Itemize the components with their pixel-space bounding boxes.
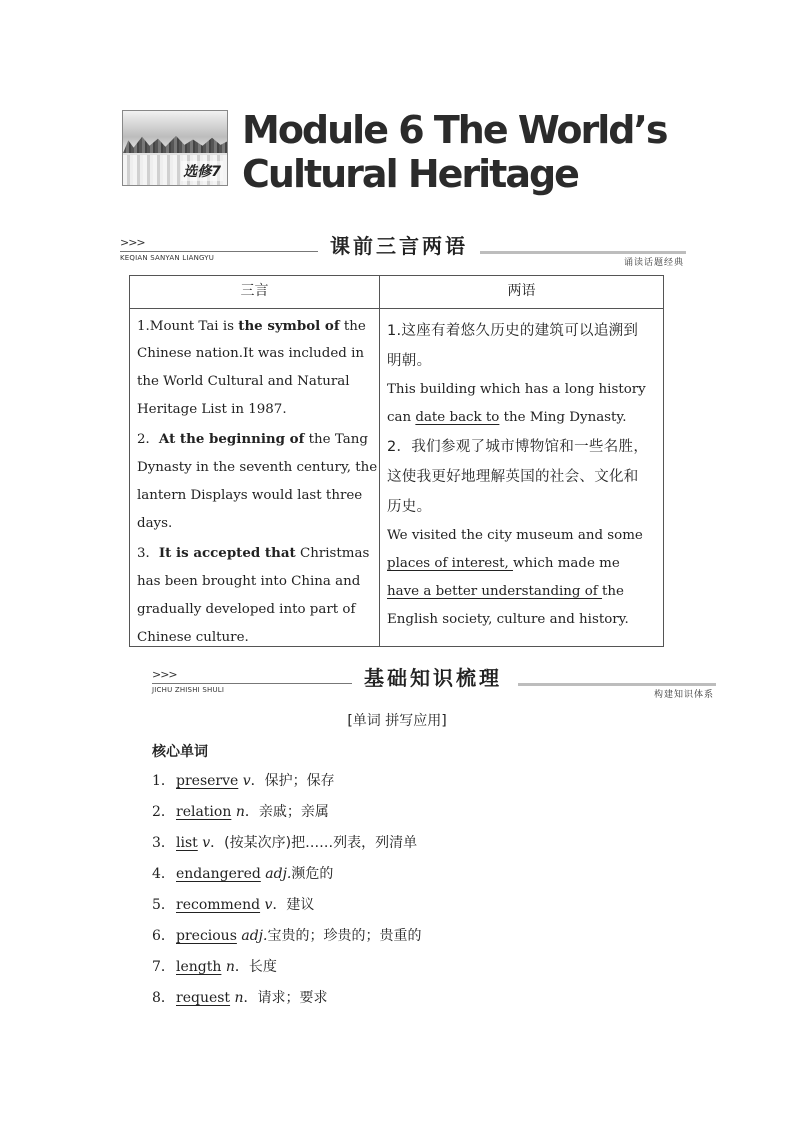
list-item: 5．recommend v．建议: [152, 897, 315, 913]
banner-bar: [480, 251, 686, 254]
section-heading: 课前三言两语: [324, 230, 474, 259]
left-line: gradually developed into part of: [137, 602, 356, 617]
elective-badge: 选修7: [181, 161, 223, 181]
module-title: [242, 108, 667, 196]
left-cell: [137, 312, 378, 652]
table-row-divider: [130, 308, 663, 309]
list-item: 6．precious adj.宝贵的；珍贵的；贵重的: [152, 928, 422, 944]
table-header-right: 两语: [507, 283, 536, 299]
arrows-icon: >>>: [120, 236, 145, 249]
list-item: 1．preserve v．保护；保存: [152, 773, 335, 789]
left-line: Chinese culture.: [137, 630, 249, 645]
module-header: [122, 108, 667, 196]
left-line: the World Cultural and Natural: [137, 374, 350, 389]
right-line: We visited the city museum and some: [387, 528, 643, 543]
section-subtitle: 诵读话题经典: [623, 258, 684, 268]
banner-divider: [120, 251, 318, 252]
right-cell: [387, 316, 659, 634]
list-item: 8．request n．请求；要求: [152, 990, 328, 1006]
section-pinyin: JICHU ZHISHI SHULI: [152, 686, 225, 694]
right-line: 历史。: [387, 499, 432, 515]
table-column-divider: [379, 276, 380, 646]
left-line: 1.Mount Tai is the symbol of the: [137, 318, 366, 334]
table-header-left: 三言: [240, 283, 269, 299]
right-line: can date back to the Ming Dynasty.: [387, 410, 627, 425]
list-item: 4．endangered adj.濒危的: [152, 866, 334, 882]
arrows-icon: >>>: [152, 668, 177, 681]
waterfall-image: [122, 110, 228, 186]
section-banner-preview: [120, 230, 686, 270]
phrase-table: [129, 275, 664, 647]
left-line: Heritage List in 1987.: [137, 402, 287, 417]
right-line: 明朝。: [387, 353, 432, 369]
tree-line: [123, 135, 228, 153]
left-line: 2．At the beginning of the Tang: [137, 431, 368, 447]
module-title-line1: Module 6 The World’s: [242, 108, 667, 152]
right-line: This building which has a long history: [387, 382, 646, 397]
vocab-list: [152, 770, 421, 1018]
section-pinyin: KEQIAN SANYAN LIANGYU: [120, 254, 215, 262]
section-heading: 基础知识梳理: [358, 662, 508, 691]
left-line: lantern Displays would last three: [137, 488, 363, 503]
module-title-line2: Cultural Heritage: [242, 152, 578, 196]
right-line: 2．我们参观了城市博物馆和一些名胜，: [387, 439, 649, 455]
right-line: 这使我更好地理解英国的社会、文化和: [387, 469, 639, 485]
banner-divider: [152, 683, 352, 684]
section-subtitle: 构建知识体系: [653, 690, 714, 700]
banner-bar: [518, 683, 716, 686]
right-line: 1.这座有着悠久历史的建筑可以追溯到: [387, 323, 639, 339]
right-line: English society, culture and history.: [387, 612, 629, 627]
list-item: 2．relation n．亲戚；亲属: [152, 804, 329, 820]
core-words-title: 核心单词: [152, 744, 208, 760]
left-line: Dynasty in the seventh century, the: [137, 460, 378, 475]
left-line: has been brought into China and: [137, 574, 361, 589]
left-line: days.: [137, 516, 173, 531]
right-line: have a better understanding of the: [387, 584, 624, 599]
list-item: 3．list v．(按某次序)把……列表，列清单: [152, 835, 418, 851]
left-line: Chinese nation.It was included in: [137, 346, 365, 361]
list-item: 7．length n．长度: [152, 959, 277, 975]
left-line: 3．It is accepted that Christmas: [137, 545, 370, 561]
subsection-title: [单词 拼写应用]: [347, 713, 447, 729]
section-banner-basics: [152, 662, 716, 702]
right-line: places of interest, which made me: [387, 556, 620, 571]
